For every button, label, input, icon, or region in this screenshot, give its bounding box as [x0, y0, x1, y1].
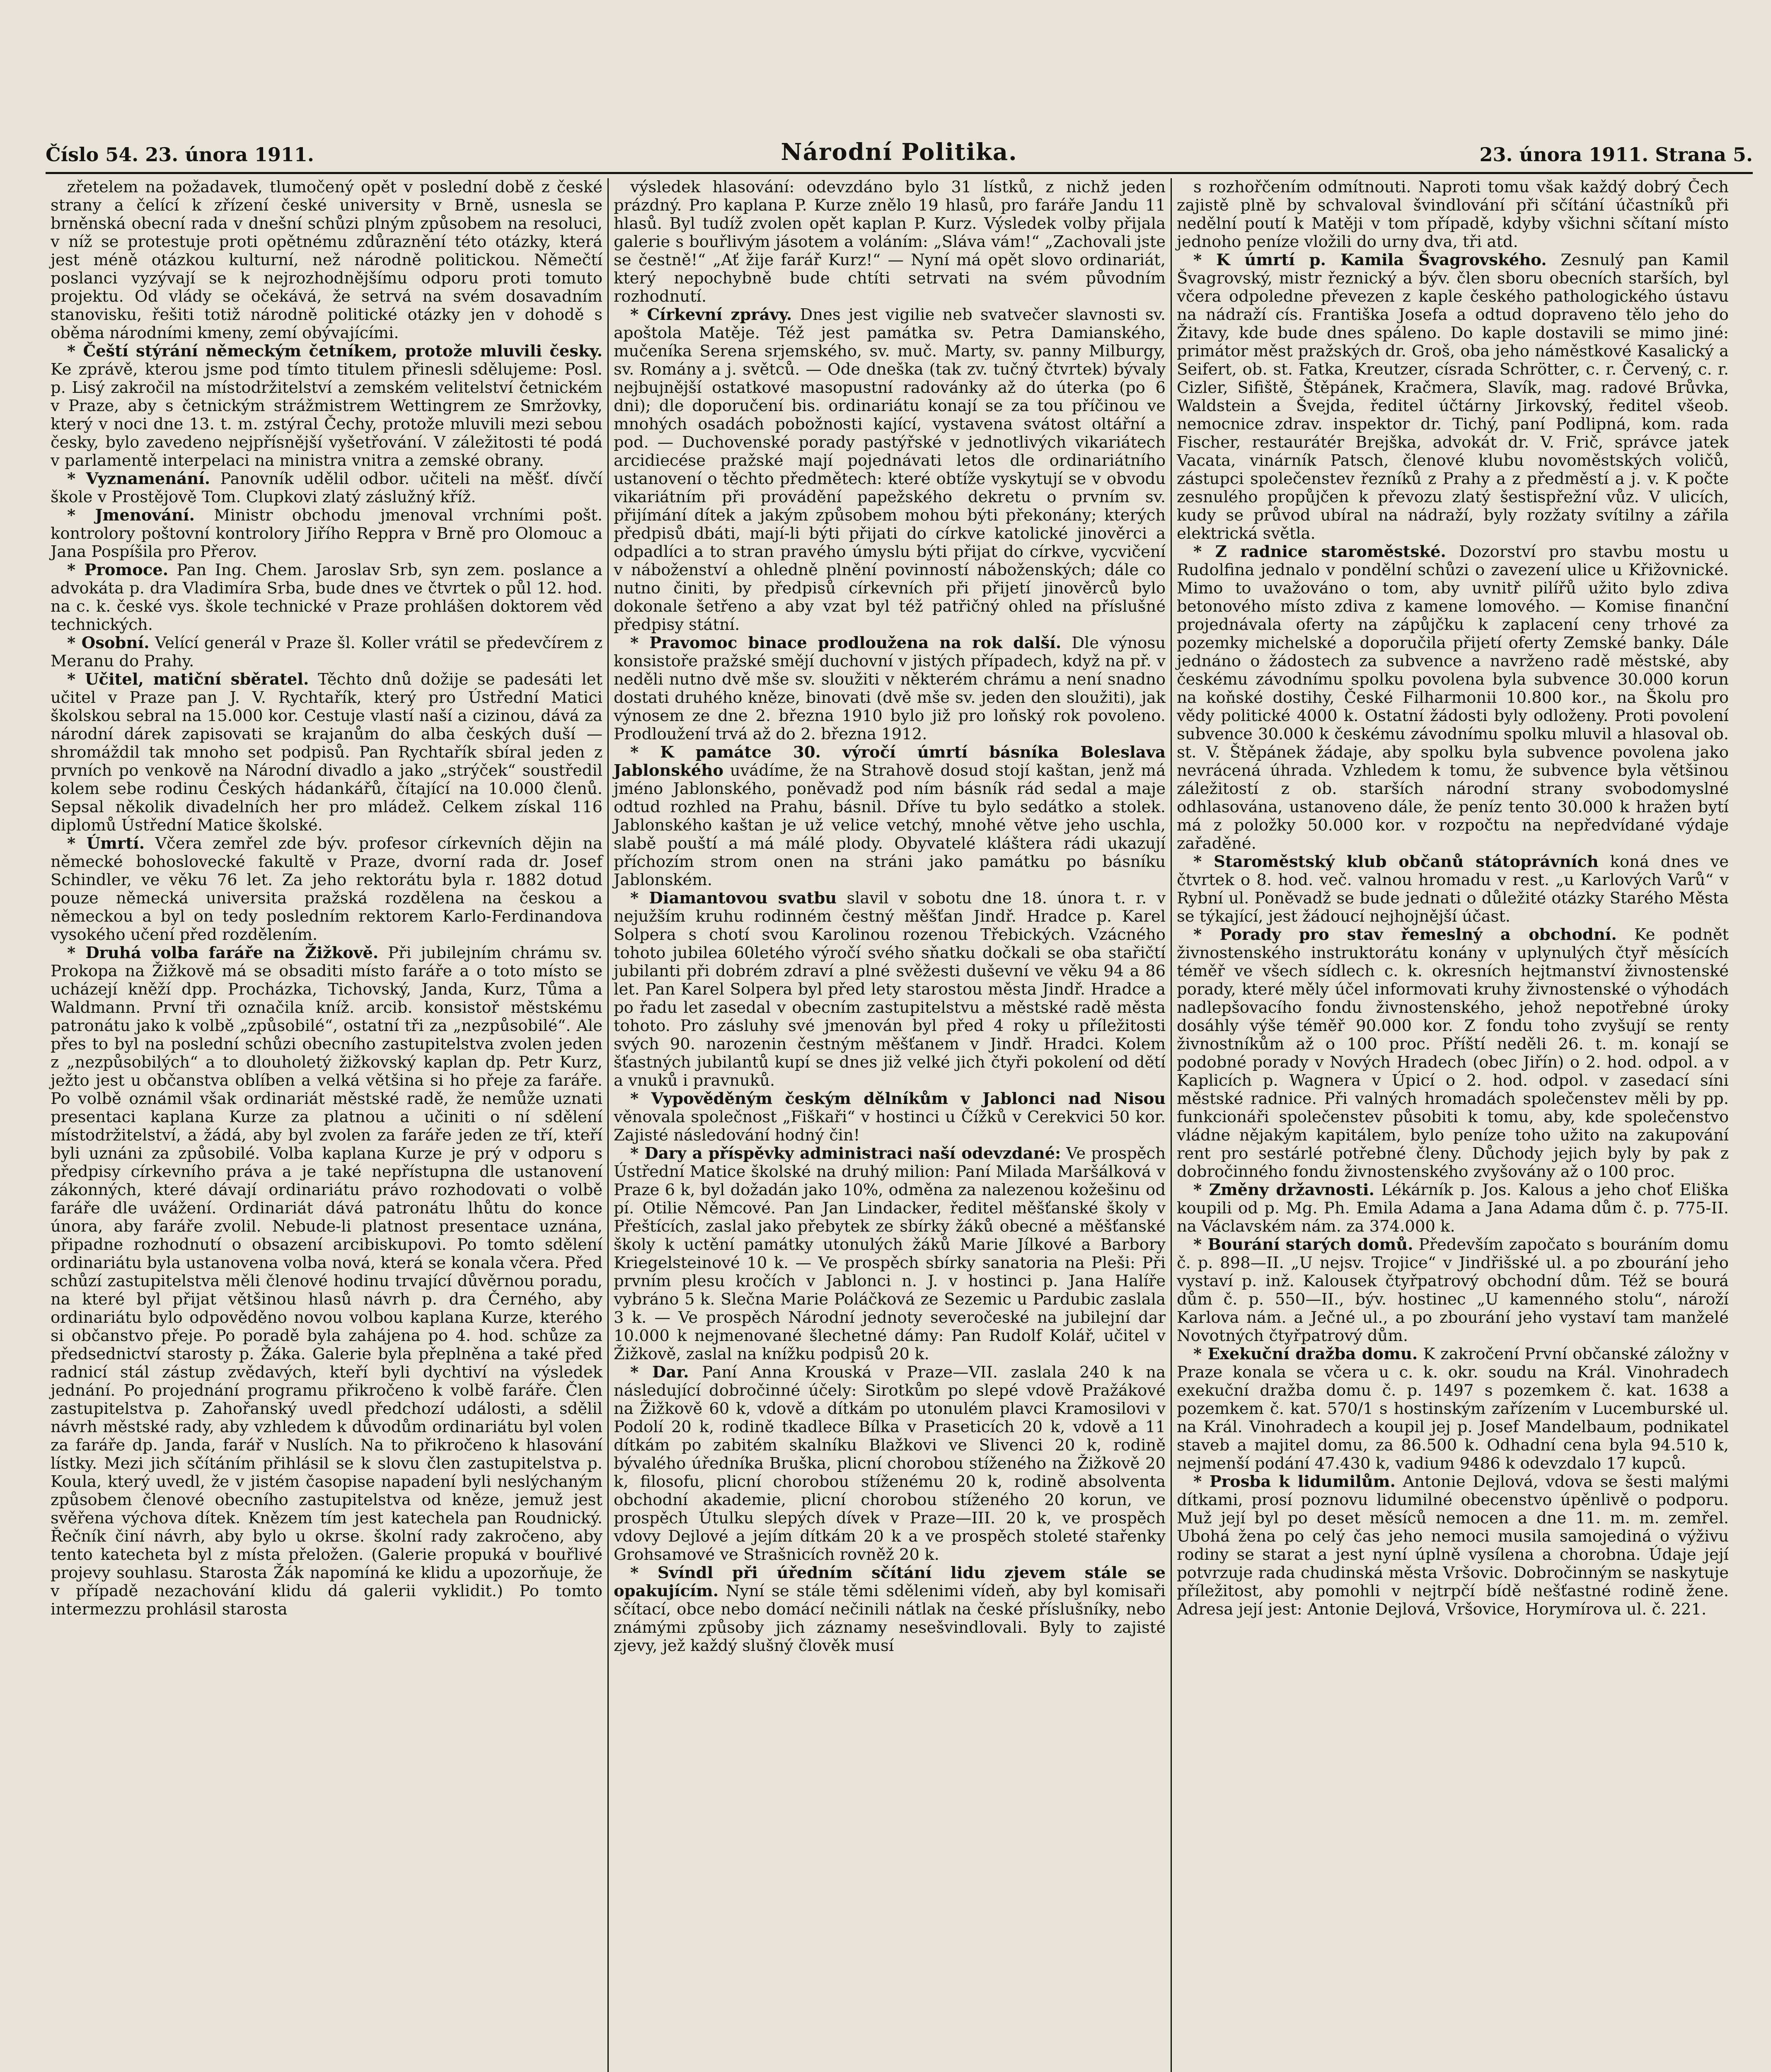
- article-heading: * Církevní zprávy.: [630, 305, 792, 324]
- article-heading: * Úmrtí.: [67, 834, 145, 853]
- article-text: slavil v sobotu dne 18. února t. r. v nejužším kruhu rodinném čestný měšťan Jindř. Hradce p. Karel Solpera s chotí svou Karolinou rozenou Třebických. Vzácného tohoto jubilea 60letého výročí svého sňatku dočkali se oba stařičtí jubilanti při dobrém zdraví a plné svěžesti duševní ve věku 94 a 86 let. Pan Karel Solpera byl před lety starostou města Jindř. Hradce a po řadu let zasedal v obecním zastupitelstvu a městské radě města tohoto. Pro zásluhy své jmenován byl před 4 roky u příležitosti svých 90. narozenin čestným měšťanem v Jindř. Hradci. Kolem šťastných jubilantů kupí se dnes již velké jich čtyři pokolení od dětí a vnuků i pravnuků.: [614, 889, 1166, 1090]
- article-text: výsledek hlasování: odevzdáno bylo 31 lístků, z nichž jeden prázdný. Pro kaplana P. Kurze znělo 19 hlasů, pro faráře Jandu 11 hlasů. Byl tudíž zvolen opět kaplan P. Kurz. Výsledek volby přijala galerie s bouřlivým jásotem a voláním: „Sláva vám!“ „Zachovali jste se čestně!“ „Ať žije farář Kurz!“ — Nyní má opět slovo ordinariát, který nepochybně bude chtíti setrvati na svém původním rozhodnutí.: [614, 178, 1166, 306]
- article-paragraph: [614, 1145, 1166, 1363]
- article-paragraph: [51, 670, 602, 835]
- article-text: Panovník udělil odbor. učiteli na měšť. dívčí škole v Prostějově Tom. Clupkovi zlatý záslužný kříž.: [51, 470, 602, 506]
- article-paragraph: [614, 634, 1166, 743]
- article-text: Ministr obchodu jmenoval vrchními pošt. kontrolory poštovní kontrolory Jiřího Reppra v Brně pro Olomouc a Jana Pospíšila pro Přerov.: [51, 506, 603, 561]
- article-heading: * Porady pro stav řemeslný a obchodní.: [1193, 925, 1617, 944]
- article-text: Ve prospěch Ústřední Matice školské na druhý milion: Paní Milada Maršálková v Praze 6 k, byl dožadán jako 10%, odměna za nalezenou kožešinu od pí. Otilie Němcové. Pan Jan Lindacker, ředitel měšťanské školy v Přeštících, zaslal jako přebytek ze sbírky žáků obecné a měšťanské školy k uctění památky utonulých žáků Marie Jílkové a Barbory Kriegelsteinové 10 k. — Ve prospěch sbírky sanatoria na Pleši: Při prvním plesu kročích v Jablonci n. J. v hostinci p. Jana Halíře vybráno 5 k. Slečna Marie Poláčková ze Sezemic u Pardubic zaslala 3 k. — Ve prospěch Národní jednoty severočeské na jubilejní dar 10.000 k nejmenované šlechetné dámy: Pan Rudolf Kolář, učitel v Žižkově, zaslal na knížku podpisů 20 k.: [614, 1144, 1166, 1363]
- article-heading: * K úmrtí p. Kamila Švagrovského.: [1193, 251, 1547, 269]
- article-paragraph: [51, 561, 602, 634]
- article-paragraph: [51, 506, 602, 561]
- date-page-number: 23. února 1911. Strana 5.: [1479, 143, 1753, 166]
- article-paragraph: [1177, 1473, 1729, 1619]
- header-rule: [46, 172, 1753, 174]
- article-paragraph: [614, 1564, 1166, 1655]
- article-text: koná dnes ve čtvrtek o 8. hod. več. valnou hromadu v rest. „u Karlových Varů“ v Rybní ul. Poněvadž se bude jednati o důležité otázky Starého Města se týkající, jest žádoucí nejhojnější účast.: [1177, 852, 1729, 926]
- article-paragraph: [614, 889, 1166, 1090]
- article-heading: * Prosba k lidumilům.: [1193, 1472, 1396, 1491]
- article-text: K zakročení První občanské záložny v Praze konala se včera u c. k. okr. soudu na Král. Vinohradech exekuční dražba domu č. p. 1497 s pozemkem č. kat. 1638 a pozemkem č. kat. 570/1 s hostinským zařízením v Lucemburské ul. na Král. Vinohradech a koupil jej p. Josef Mandelbaum, podnikatel staveb a majitel domu, za 86.500 k. Odhadní cena byla 94.510 k, nejmenší podání 47.430 k, vadium 9486 k odevzdalo 17 kupců.: [1177, 1345, 1729, 1473]
- article-text: Včera zemřel zde býv. profesor církevních dějin na německé bohoslovecké fakultě v Praze, dvorní rada dr. Josef Schindler, ve věku 76 let. Za jeho rektorátu byla r. 1882 dotud pouze německá universita pražská rozdělena na českou a německou a byl on tedy posledním rektorem Karlo-Ferdinandova vysokého učení před rozdělením.: [51, 834, 602, 944]
- article-heading: * Svíndl při úředním sčítání lidu zjevem stále se opakujícím.: [614, 1564, 1166, 1600]
- article-paragraph: [1177, 926, 1729, 1181]
- article-paragraph: [1177, 1236, 1729, 1345]
- article-paragraph: [51, 944, 602, 1619]
- article-heading: * Změny državnosti.: [1193, 1181, 1374, 1199]
- article-paragraph: [1177, 251, 1729, 543]
- article-heading: * Exekuční dražba domu.: [1193, 1345, 1418, 1363]
- article-paragraph: [614, 306, 1166, 634]
- newspaper-page: [46, 120, 1753, 2072]
- article-paragraph: [614, 1363, 1166, 1564]
- article-text: Dle výnosu konsistoře pražské smějí duchovní v jistých případech, když na př. v neděli nutno dvě mše sv. sloužiti v některém chrámu a není snadno dostati druhého kněze, binovati (dvě mše sv. jeden den sloužiti), jak výnosem ze dne 2. března 1910 bylo již pro loňský rok povoleno. Prodloužení trvá až do 2. března 1912.: [614, 634, 1166, 743]
- issue-number-date: Číslo 54. 23. února 1911.: [46, 143, 314, 166]
- page-header: [46, 137, 1753, 166]
- article-heading: * Osobní.: [67, 634, 150, 652]
- article-text: zřetelem na požadavek, tlumočený opět v poslední době z české strany a čelící k zřízení české university v Brně, usnesla se brněnská obecní rada v dnešní schůzi plným způsobem na resoluci, v níž se protestuje proti opětnému zdůraznění této otázky, která jest méně otázkou kulturní, než národně politickou. Němečtí poslanci vyzývají se k nejrozhodnějšímu odporu proti tomuto projektu. Od vlády se očekává, že setrvá na svém dosavadním stanovisku, řešiti totiž národně politické otázky jen v dohodě s oběma národními kmeny, zemí obývajícími.: [51, 178, 602, 342]
- article-heading: * Vypověděným českým dělníkům v Jablonci nad Nisou: [630, 1089, 1166, 1108]
- article-text: s rozhořčením odmítnouti. Naproti tomu však každý dobrý Čech zajistě plně by schvaloval švindlování při sčítání účastníků při nedělní poutí k Matěji v tom případě, kdyby všichni sčítaní místo jednoho peníze vložili do urny dva, tři atd.: [1177, 178, 1729, 251]
- article-text: Dnes jest vigilie neb svatvečer slavnosti sv. apoštola Matěje. Též jest památka sv. Petra Damianského, mučeníka Serena srjemského, sv. muč. Marty, sv. panny Milburgy, sv. Romány a j. světců. — Ode dneška (tak zv. tučný čtvrtek) bývaly nejbujnější ostatkové masopustní radovánky až do úterka (po 6 dni); dle doporučení bis. ordinariátu konají se za tou příčinou ve mnohých osadách pobožnosti kající, vystavena svátost oltářní a pod. — Duchovenské porady pastýřské v jednotlivých vikariátech arcidiecése pražské mají pojednávati letos dle ordinariátního ustanovení o těchto předmětech: které obtíže vyskytují se v obvodu vikariátním při provádění papežského dekretu o prvním sv. přijímání dítek a jakým způsobem mohou býti překonány; kterých předpisů dbáti, mají-li býti přijati do církve katolické jinověrci a odpadlíci a to stran pravého úmyslu býti přijat do církve, vycvičení v náboženství a ohledně plnění povinností náboženských; dále co nutno činiti, by předpisů církevních při přijetí jinověrců bylo dokonale šetřeno a aby vzat byl též patřičný ohled na příslušné předpisy státní.: [614, 305, 1166, 634]
- article-text: Velící generál v Praze šl. Koller vrátil se předevčírem z Meranu do Prahy.: [51, 634, 603, 670]
- article-heading: * Dar.: [630, 1363, 689, 1382]
- article-paragraph: [51, 342, 602, 470]
- article-paragraph: [1177, 853, 1729, 926]
- article-text: Lékárník p. Jos. Kalous a jeho choť Eliška koupili od p. Mg. Ph. Emila Adama a Jana Adama dům č. p. 775-II. na Václavském nám. za 374.000 k.: [1177, 1181, 1729, 1236]
- article-text: Těchto dnů dožije se padesáti let učitel v Praze pan J. V. Rychtařík, který pro Ústřední Matici školskou sebral na 15.000 kor. Cestuje vlastí naší a cizinou, dává za národní dárek zapisovati se krajanům do alba českých duší — shromáždil tak mnoho set podpisů. Pan Rychtařík sbíral jeden z prvních po venkově na Národní divadlo a jako „strýček“ soustředil kolem sebe rodinu Českých hádankářů, čítající na 10.000 členů. Sepsal několik divadelních her pro mládež. Celkem získal 116 diplomů Ústřední Matice školské.: [51, 670, 602, 835]
- article-text: Především započato s bouráním domu č. p. 898—II. „U nejsv. Trojice“ v Jindřišské ul. a po zbourání jeho vystaví p. inž. Kalousek čtyřpatrový obchodní dům. Též se bourá dům č. p. 550—II., býv. hostinec „U kamenného stolu“, nároží Karlova nám. a Ječné ul., a po zbourání jeho vystaví tam manželé Novotných čtyřpatrový dům.: [1177, 1235, 1729, 1345]
- article-heading: * Z radnice staroměstské.: [1193, 542, 1446, 561]
- article-text: Při jubilejním chrámu sv. Prokopa na Žižkově má se obsaditi místo faráře a o toto místo se ucházejí kněží dpp. Procházka, Tichovský, Janda, Kurz, Tůma a Waldmann. První tři označila kníž. arcib. konsistoř městskému patronátu jako k volbě „způsobilé“, ostatní tři za „nezpůsobilé“. Ale přes to byl na poslední schůzi obecního zastupitelstva zvolen jeden z „nezpůsobilých“ a to dlouholetý žižkovský kaplan dp. Petr Kurz, ježto jest u občanstva oblíben a velká většina si ho přeje za faráře. Po volbě oznámil však ordinariát městské radě, že nemůže uznati presentaci kaplana Kurze za platnou a učiniti o ní sdělení místodržitelství, a žádá, aby byl zvolen za faráře jeden ze tří, kteří byli uznáni za způsobilé. Volba kaplana Kurze je prý v odporu s předpisy církevního práva a je také nepřístupna dle ustanovení zákonných, které dávají ordinariátu právo rozhodovati o volbě faráře dle uvážení. Ordinariát dává patronátu lhůtu do konce února, aby faráře zvolil. Nebude-li platnost presentace uznána, připadne rozhodnutí o obsazení arcibiskupovi. Po tomto sdělení ordinariátu byla ustanovena volba nová, která se konala včera. Před schůzí zastupitelstva měli členové hodinu trvající důvěrnou poradu, na které byl přijat většinou hlasů návrh p. dra Černého, aby ordinariátu bylo odpověděno novou volbou kaplana Kurze, kterého si občanstvo přeje. Po poradě byla zahájena po 4. hod. schůze za předsednictví starosty p. Žáka. Galerie byla přeplněna a také před radnicí stál zástup zvědavých, kteří byli dychtiví na výsledek jednání. Po projednání programu přikročeno k volbě faráře. Člen zastupitelstva p. Zahořanský uvedl předchozí události, a sdělil návrh městské rady, aby vzhledem k důvodům ordinariátu byl volen za faráře dp. Janda, farář v Nuslích. Na to přikročeno k hlasování lístky. Mezi jich sčítáním přihlásil se k slovu člen zastupitelstva p. Koula, který uvedl, že v jistém časopise napadení byli neslýchaným způsobem členové obecního zastupitelstva od kněze, jemuž jest svěřena výchova dítek. Knězem tím jest katechela pan Roudnický. Řečník činí návrh, aby bylo u okrse. školní rady zakročeno, aby tento katecheta byl z místa přeložen. (Galerie propuká v bouřlivé projevy souhlasu. Starosta Žák napomíná ke klidu a upozorňuje, že v případě nezachování klidu dá galerii vyklidit.) Po tomto intermezzu prohlásil starosta: [51, 944, 602, 1619]
- article-paragraph: [1177, 1345, 1729, 1473]
- masthead-title: Národní Politika.: [781, 138, 1018, 166]
- article-text: Dozorství pro stavbu mostu u Rudolfina jednalo v pondělní schůzi o zavezení ulice u Křižovnické. Mimo to uvažováno o tom, aby uvnitř pilířů užito bylo zdiva betonového místo zdiva z kamene lomového. — Komise finanční projednávala oferty na zápůjčku k zaplacení ceny trhové za pozemky michelské a doporučila přijetí oferty Zemské banky. Dále jednáno o žádostech za subvence a navrženo radě městské, aby českému závodnímu spolku povolena byla subvence 30.000 korun na koňské dostihy, České Filharmonii 10.800 kor., na Školu pro vědy politické 4000 k. Ostatní žádosti byly odloženy. Proti povolení subvence 30.000 k českému závodnímu spolku mluvil a hlasoval ob. st. V. Štěpánek žádaje, aby spolku byla subvence povolena jako nevrácená úhrada. Vzhledem k tomu, že subvence byla většinou záležitostí z ob. starších národní strany svobodomyslné odhlasována, ustanoveno dále, že peníz tento 30.000 k hražen bytí má z položky 50.000 kor. v rozpočtu na nepředvídané výdaje zařaděné.: [1177, 542, 1729, 853]
- article-heading: * Druhá volba faráře na Žižkově.: [67, 944, 379, 962]
- column-2: [609, 178, 1171, 2072]
- article-text: Pan Ing. Chem. Jaroslav Srb, syn zem. poslance a advokáta p. dra Vladimíra Srba, bude dnes ve čtvrtek o půl 12. hod. na c. k. české vys. škole technické v Praze prohlášen doktorem věd technických.: [51, 561, 602, 634]
- article-heading: * Bourání starých domů.: [1193, 1235, 1413, 1254]
- article-paragraph: [614, 178, 1166, 306]
- article-paragraph: [1177, 1181, 1729, 1236]
- article-text: věnovala společnost „Fiškaři“ v hostinci u Čížků v Cerekvici 50 kor. Zajisté následování hodný čin!: [614, 1108, 1166, 1145]
- article-heading: * Čeští stýrání německým četníkem, protože mluvili česky.: [67, 342, 602, 361]
- article-heading: * Vyznamenání.: [67, 470, 210, 488]
- article-heading: * Pravomoc binace prodloužena na rok další.: [630, 634, 1062, 652]
- article-paragraph: [51, 470, 602, 506]
- column-3: [1172, 178, 1734, 2072]
- article-text: Nyní se stále těmi sdělenimi vídeň, aby byl komisaři sčítací, obce nebo domácí nečinili nátlak na české příslušníky, nebo známými způsoby jich záznamy nesešvindlovali. Byly to zajisté zjevy, jež každý slušný člověk musí: [614, 1582, 1166, 1655]
- article-paragraph: [51, 634, 602, 670]
- article-heading: * Učitel, matiční sběratel.: [67, 670, 309, 689]
- article-text: Antonie Dejlová, vdova se šesti malými dítkami, prosí poznovu lidumilné obecenstvo úpěnlivě o podporu. Muž její byl po deset měsíců nemocen a dne 11. m. m. zemřel. Ubohá žena po celý čas jeho nemoci musila samojediná o výživu rodiny se starat a jest nyní úplně vysílena a chorobna. Údaje její potvrzuje rada chudinská města Vršovic. Dobročinným se naskytuje příležitost, aby pomohli v nejtrpčí bídě nešťastné rodině žene. Adresa její jest: Antonie Dejlová, Vršovice, Horymírova ul. č. 221.: [1177, 1472, 1729, 1619]
- article-paragraph: [614, 743, 1166, 889]
- column-1: [46, 178, 607, 2072]
- article-paragraph: [51, 178, 602, 342]
- article-text: Ke podnět živnostenského instruktorátu konány v uplynulých čtyř měsících téměř ve všech sídlech c. k. okresních hejtmanství živnostenské porady, které měly účel informovati kruhy živnostenské o výhodách nadlepšovacího fondu živnostenského, jehož nepotřebné úroky dosáhly výše téměř 90.000 kor. Z fondu toho zvyšují se renty živnostníkům až o 100 proc. Příští neděli 26. t. m. konají se podobné porady v Nových Hradech (obec Jiřín) o 2. hod. odpol. a v Kaplicích p. Wagnera v Úpicí o 2. hod. odpol. v zasedací síni městské radnice. Při valných hromadách společenstev měli by pp. funkcionáři společenstev působiti k tomu, aby, kde společenstvo vládne nějakým kapitálem, bylo peníze toho užito na zakupování rent pro sestárlé potřebné členy. Důchody jejich byly by pak z dobročinného fondu živnostenského zvyšovány až o 100 proc.: [1177, 925, 1729, 1181]
- article-heading: * Promoce.: [67, 561, 169, 579]
- article-heading: * Jmenování.: [67, 506, 195, 525]
- article-paragraph: [1177, 178, 1729, 251]
- article-text: Ke zprávě, kterou jsme pod tímto titulem přinesli sdělujeme: Posl. p. Lisý zakročil na místodržitelství a zemském velitelství četnickém v Praze, aby s četnickým strážmistrem Wettingrem ze Smržovky, který v noci dne 13. t. m. zstýral Čechy, protože mluvili mezi sebou česky, bylo zavedeno nejpřísnější vyšetřování. V záležitosti té podá v parlamentě interpelaci na ministra vnitra a zemské obrany.: [51, 360, 602, 470]
- article-text: Zesnulý pan Kamil Švagrovský, mistr řeznický a býv. člen sboru obecních starších, byl včera odpoledne převezen z kaple českého pathologického ústavu na nádraží cís. Františka Josefa a odtud dopraveno tělo jeho do Žitavy, kde bude dnes spáleno. Do kaple dostavili se mimo jiné: primátor měst pražských dr. Groš, oba jeho náměstkové Kasalický a Seifert, ob. st. Fatka, Kreutzer, císrada Schrötter, c. r. Červený, c. r. Cizler, Sifiště, Štěpánek, Kračmera, Slavík, mag. radové Brůvka, Waldstein a Švejda, ředitel účtárny Jirkovský, ředitel všeob. nemocnice zdrav. inspektor dr. Tichý, paní Podlipná, kom. rada Fischer, restaurátér Brejška, advokát dr. V. Frič, správce jatek Vacata, vinárník Patsch, členové klubu novoměstských voličů, zástupci společenstev řezníků z Prahy a z předměstí a j. v. K počte zesnulého propůjčen k převozu zlatý šestispřežní vůz. V ulicích, kudy se průvod ubíral na nádraží, byly rozžaty svítilny a zářila elektrická světla.: [1177, 251, 1729, 543]
- article-text: uvádíme, že na Strahově dosud stojí kaštan, jenž má jméno Jablonského, poněvadž pod ním básník rád sedal a maje odtud rozhled na Prahu, básnil. Dříve tu bylo sedátko a stolek. Jablonského kaštan je už velice vetchý, mnohé větve jeho uschla, slabě pouští a má málé plody. Obyvatelé kláštera rádi ukazují příchozím strom onen na stráni jako památku po básníku Jablonském.: [614, 761, 1166, 889]
- article-heading: * Staroměstský klub občanů státoprávních: [1193, 852, 1599, 871]
- article-paragraph: [1177, 543, 1729, 853]
- article-text: Paní Anna Krouská v Praze—VII. zaslala 240 k na následující dobročinné účely: Sirotkům po slepé vdově Pražákové na Žižkově 60 k, vdově a dítkám po utonulém plavci Kramosilovi v Podolí 20 k, rodině tkadlece Bílka v Praseticích 20 k, vdově a 11 dítkám po zabitém skalníku Blažkovi ve Slivenci 20 k, rodině bývalého úředníka Bruška, plicní chorobou stíženého na Žižkově 20 k, filosofu, plicní chorobou stíženému 20 k, rodině absolventa obchodní akademie, plicní chorobou stíženého 20 korun, ve prospěch Útulku slepých dívek v Praze—III. 20 k, ve prospěch vdovy Dejlové a jejím dítkám 20 k a ve prospěch stoleté stařenky Grohsamové ve Strašnicích rovněž 20 k.: [614, 1363, 1166, 1564]
- article-paragraph: [51, 835, 602, 944]
- article-heading: * Diamantovou svatbu: [630, 889, 837, 908]
- article-paragraph: [614, 1090, 1166, 1145]
- article-heading: * Dary a příspěvky administraci naší odevzdané:: [630, 1144, 1061, 1163]
- article-heading: * K památce 30. výročí úmrtí básníka Boleslava Jablonského: [614, 743, 1166, 780]
- article-columns: [46, 178, 1753, 2072]
